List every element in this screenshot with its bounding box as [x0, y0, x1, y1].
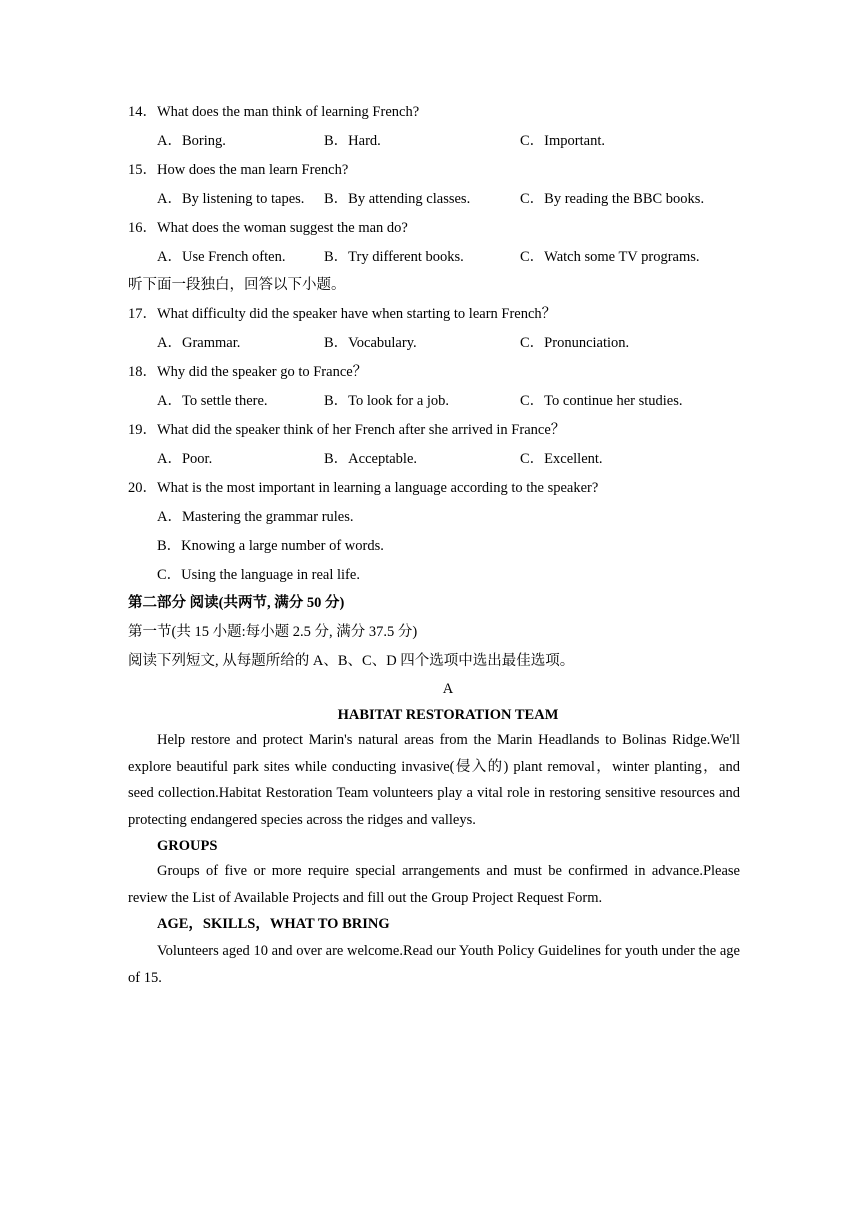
passage-title: HABITAT RESTORATION TEAM [337, 707, 559, 723]
question-15 [128, 161, 348, 179]
option-b: B．To look for a job. [324, 393, 450, 409]
age-text: Volunteers aged 10 and over are welcome.Read our Youth Policy Guidelines for youth under the age of 15. [128, 943, 740, 986]
option-a: A．Poor. [157, 451, 213, 467]
question-18 [128, 363, 367, 381]
option-b: B．Hard. [324, 133, 381, 149]
question-text: What did the speaker think of her French after she arrived in France？ [157, 422, 566, 438]
question-16 [128, 219, 408, 237]
groups-text: Groups of five or more require special arrangements and must be confirmed in advance.Please review the List of Available Projects and fill out the Group Project Request Form. [128, 863, 740, 906]
option-b: B．Try different books. [324, 249, 464, 265]
question-text: What is the most important in learning a language according to the speaker? [157, 480, 599, 496]
groups-heading: GROUPS [157, 838, 218, 854]
option-a: A．Grammar. [157, 335, 241, 351]
option-c: C．By reading the BBC books. [520, 191, 705, 207]
question-number: 15． [128, 162, 157, 178]
option-b: B．By attending classes. [324, 191, 471, 207]
age-heading: AGE，SKILLS，WHAT TO BRING [157, 916, 390, 932]
option-a: A．To settle there. [157, 393, 268, 409]
option-b: B．Acceptable. [324, 451, 418, 467]
question-14 [128, 103, 419, 121]
question-20 [128, 479, 598, 497]
passage-intro: Help restore and protect Marin's natural areas from the Marin Headlands to Bolinas Ridge.We'll explore beautiful park sites while conducting invasive(侵入的) plant removal，winter planting，and seed collection.Habitat Restoration Team volunteers play a vital role in restoring sensitive resources and protecting endangered species across the ridges and valleys. [128, 732, 740, 828]
passage-letter: A [442, 681, 454, 697]
option-c: C．Important. [520, 133, 605, 149]
option-c: C．To continue her studies. [520, 393, 683, 409]
question-number: 14． [128, 104, 157, 120]
question-text: What does the man think of learning French? [157, 104, 420, 120]
question-number: 17． [128, 306, 157, 322]
option-a: A．By listening to tapes. [157, 191, 305, 207]
question-number: 16． [128, 220, 157, 236]
option-c: C．Watch some TV programs. [520, 249, 700, 265]
question-number: 19． [128, 422, 157, 438]
option-c: C．Pronunciation. [520, 335, 630, 351]
section1-title: 第一节(共 15 小题:每小题 2.5 分, 满分 37.5 分) [128, 624, 418, 640]
question-17 [128, 305, 556, 323]
option-a: A．Boring. [157, 133, 226, 149]
option-a: A．Mastering the grammar rules. [157, 509, 354, 525]
instructions: 阅读下列短文, 从每题所给的 A、B、C、D 四个选项中选出最佳选项。 [128, 653, 575, 669]
question-text: How does the man learn French? [157, 162, 349, 178]
option-b: B．Vocabulary. [324, 335, 417, 351]
option-c: C．Excellent. [520, 451, 603, 467]
option-b: B．Knowing a large number of words. [157, 538, 384, 554]
question-19 [128, 421, 565, 439]
monologue-intro: 听下面一段独白，回答以下小题。 [128, 277, 346, 293]
option-a: A．Use French often. [157, 249, 286, 265]
option-c: C．Using the language in real life. [157, 567, 360, 583]
question-text: What difficulty did the speaker have when starting to learn French？ [157, 306, 557, 322]
question-text: Why did the speaker go to France？ [157, 364, 368, 380]
question-number: 18． [128, 364, 157, 380]
question-text: What does the woman suggest the man do? [157, 220, 408, 236]
question-number: 20． [128, 480, 157, 496]
part2-title: 第二部分 阅读(共两节, 满分 50 分) [128, 595, 345, 611]
